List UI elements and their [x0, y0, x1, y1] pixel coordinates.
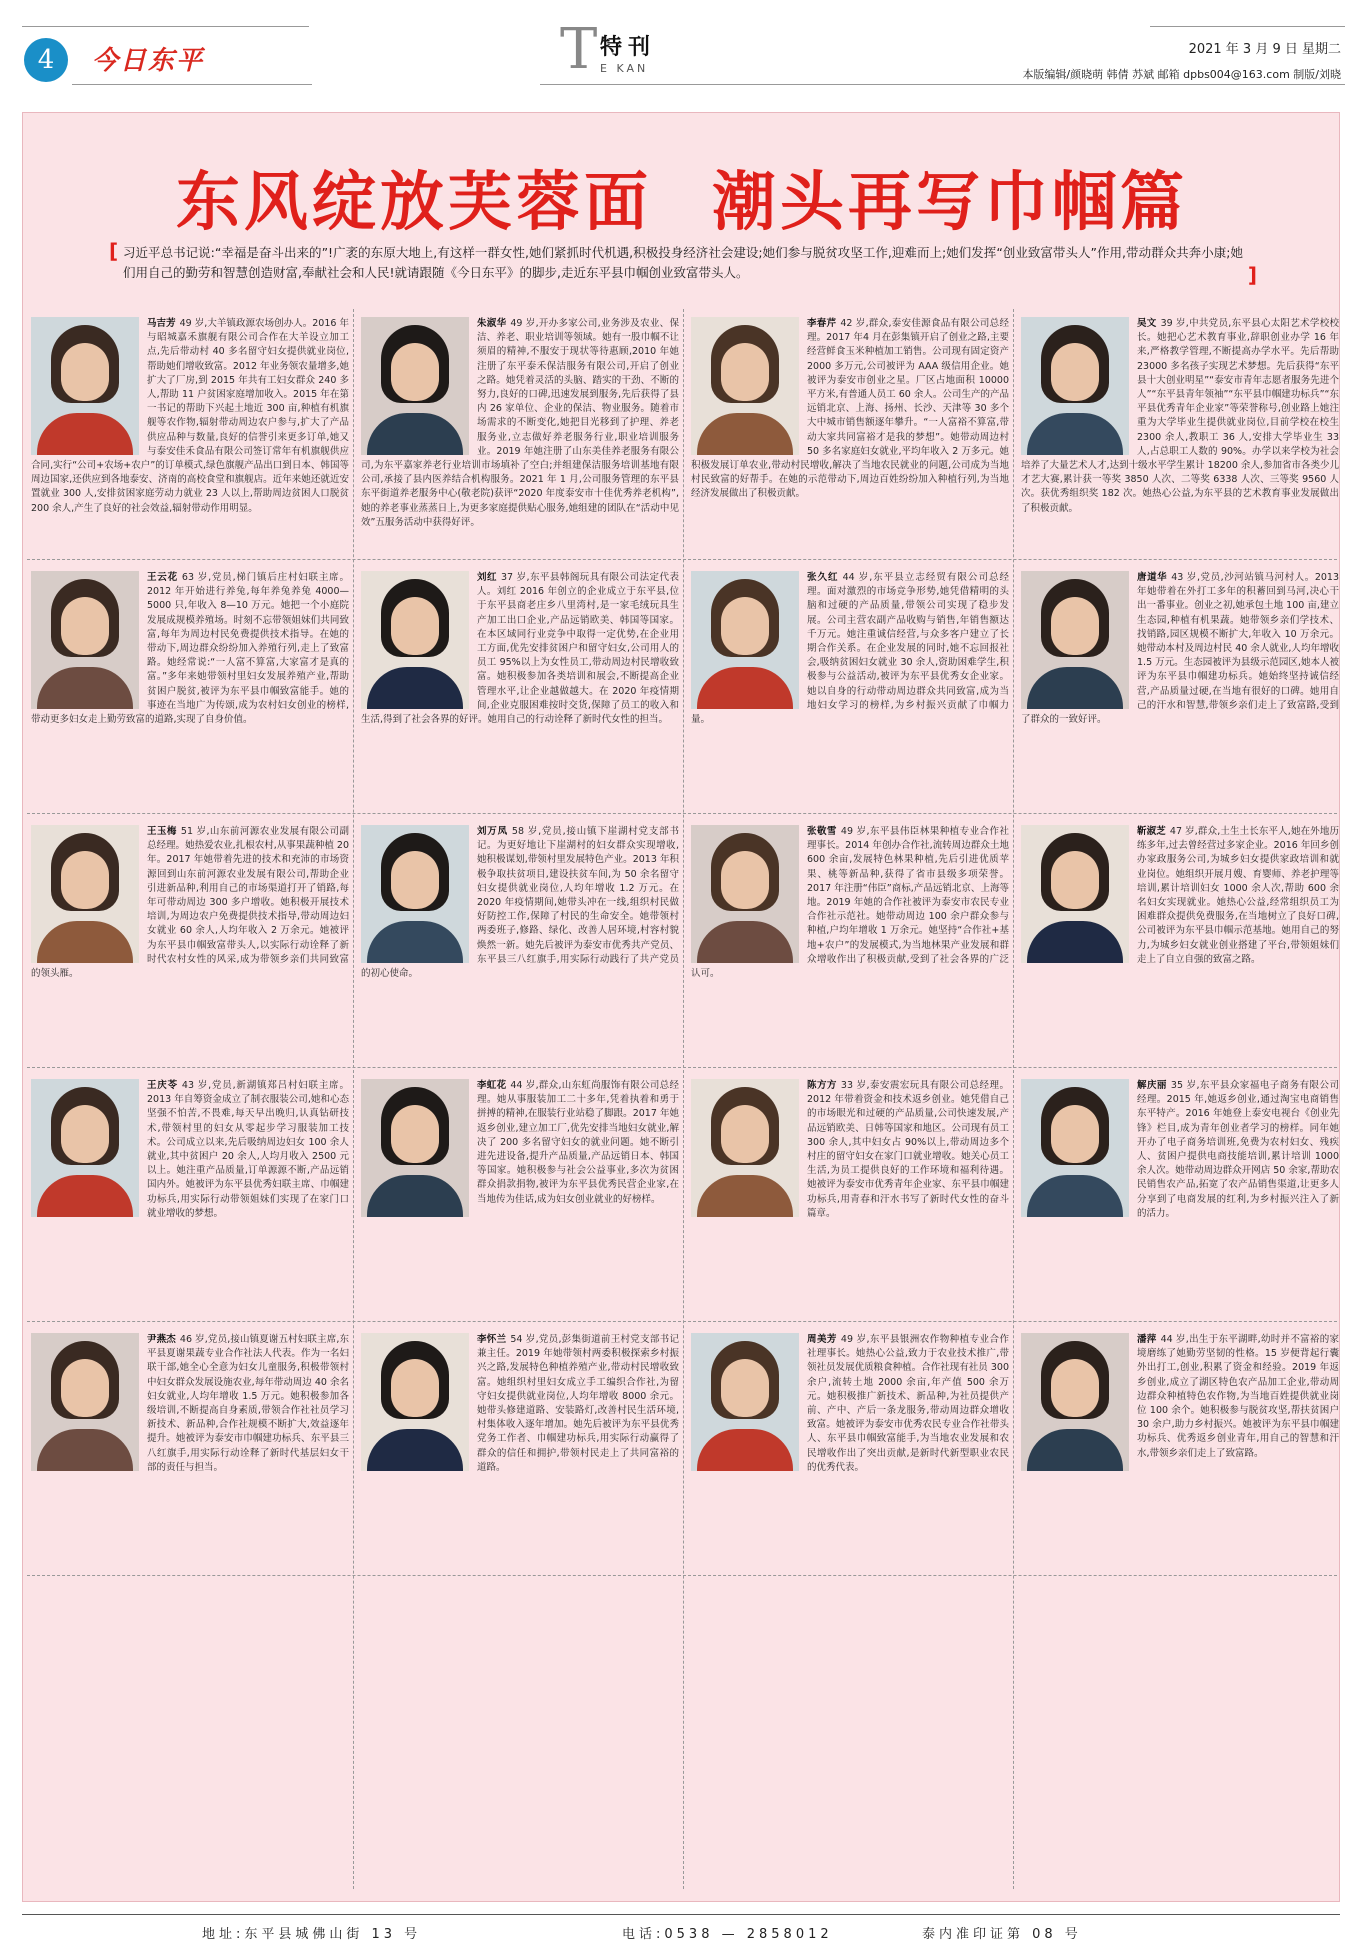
row-divider — [27, 559, 1337, 560]
header-rule-left — [22, 26, 309, 27]
portrait-face — [61, 343, 109, 401]
feature-panel — [22, 112, 1340, 1902]
profile-card — [691, 571, 1009, 803]
profile-name: 刘万凤 — [477, 826, 508, 837]
profile-name: 唐道华 — [1137, 572, 1168, 583]
portrait-clothing — [37, 1429, 133, 1471]
portrait-clothing — [37, 1175, 133, 1217]
paper-name-logo: 今日东平 — [92, 46, 205, 76]
portrait-clothing — [697, 413, 793, 455]
portrait-clothing — [367, 667, 463, 709]
profile-card — [361, 1079, 679, 1311]
profile-text: 46 岁,党员,接山镇夏谢五村妇联主席,东平县夏谢果蔬专业合作社法人代表。作为一名妇联干部,她全心全意为妇女儿童服务,积极带领村中妇女群众发展设施农业,每年带动周边 40 余名妇女就业,人均年增收 1.5 万元。她积极参加各级培训,不断提高自身素质,带领合作社社员学习新技术、新品种,合作社规模不断扩大,效益逐年提升。她被评为泰安市巾帼建功标兵、东平县三八红旗手,用实际行动诠释了新时代基层妇女干部的责任与担当。 — [147, 1334, 349, 1473]
profile-text: 54 岁,党员,彭集街道前王村党支部书记兼主任。2019 年她带领村两委积极探索乡村振兴之路,发展特色种植养殖产业,带动村民增收致富。她组织村里妇女成立手工编织合作社,为留守妇女提供就业岗位,人均年增收 8000 余元。她带头修建道路、安装路灯,改善村民生活环境,村集体收入逐年增加。她先后被评为东平县优秀党务工作者、巾帼建功标兵,用实际行动赢得了群众的信任和拥护,带领村民走上了共同富裕的道路。 — [477, 1334, 679, 1473]
portrait-clothing — [1027, 1175, 1123, 1217]
portrait-clothing — [367, 921, 463, 963]
portrait-photo — [1021, 1333, 1129, 1471]
profile-card — [691, 1333, 1009, 1565]
portrait-photo — [691, 571, 799, 709]
portrait-face — [61, 851, 109, 909]
footer-phone: 电话:0538 — 2858012 — [622, 1927, 833, 1942]
profile-name: 王云花 — [147, 572, 178, 583]
profile-text: 58 岁,党员,接山镇下崖湖村党支部书记。为更好地让下崖湖村的妇女群众实现增收,她积极谋划,带领村里发展特色产业。2013 年积极争取扶贫项目,建设扶贫车间,为 50 余名留守妇女提供就业岗位,人均年增收 1.2 万元。在 2020 年疫情期间,她带头冲在一线,组织村民做好防控工作,保障了村民的生命安全。她带领村两委班子,修路、绿化、改善人居环境,村容村貌焕然一新。她先后被评为泰安市优秀共产党员、东平县三八红旗手,用实际行动践行了共产党员的初心使命。 — [361, 826, 679, 980]
portrait-face — [721, 1105, 769, 1163]
row-divider — [27, 1067, 1337, 1068]
profile-card — [1021, 1333, 1339, 1565]
profile-text: 39 岁,中共党员,东平县心太阳艺术学校校长。她把心艺术教育事业,辞职创业办学 16 年来,严格教学管理,不断提高办学水平。先后帮助 23000 多名孩子实现艺术梦想。先后获得“东平县十大创业明星”“泰安市青年志愿者服务先进个人”“东平县青年领袖”“东平县巾帼建功标兵”“东平县优秀青年企业家”等荣誉称号,创业路上她注重为大学毕业生提供就业岗位,目前学校在校生 2300 余人,教职工 36 人,安排大学毕业生 33 人,占总职工人数的 90%。办学以来学校为社会培养了大量艺术人才,达到十级水平学生累计 18200 余人,参加省市各类少儿才艺大赛,累计获一等奖 3850 人次、二等奖 6338 人次、三等奖 9560 人次。获优秀组织奖 182 次。她热心公益,为东平县的艺术教育事业发展做出了积极贡献。 — [1021, 318, 1339, 514]
portrait-photo — [691, 1333, 799, 1471]
profile-card — [361, 571, 679, 803]
section-title: 特刊 — [600, 35, 657, 60]
section-subtitle: E KAN — [600, 62, 649, 75]
portrait-face — [721, 1359, 769, 1417]
profile-name: 靳淑芝 — [1137, 826, 1166, 837]
row-divider — [27, 813, 1337, 814]
page-number: 4 — [24, 38, 68, 82]
portrait-face — [721, 851, 769, 909]
portrait-clothing — [1027, 667, 1123, 709]
portrait-clothing — [697, 667, 793, 709]
portrait-photo — [361, 317, 469, 455]
profile-text: 44 岁,群众,山东虹尚服饰有限公司总经理。她从事服装加工二十多年,凭着执着和勇于拼搏的精神,在服装行业站稳了脚跟。2017 年她返乡创业,建立加工厂,优先安排当地妇女就业,解决了 200 多名留守妇女的就业问题。她不断引进先进设备,提升产品质量,产品远销日本、韩国等国家。她积极参与社会公益事业,多次为贫困群众捐款捐物,被评为东平县优秀民营企业家,在当地传为佳话,成为妇女创业就业的好榜样。 — [477, 1080, 679, 1205]
footer-address: 地址:东平县城佛山街 13 号 — [202, 1927, 422, 1942]
portrait-face — [1051, 1105, 1099, 1163]
portrait-photo — [1021, 1079, 1129, 1217]
profile-text: 33 岁,泰安震宏玩具有限公司总经理。2012 年带着资金和技术返乡创业。她凭借自己的市场眼光和过硬的产品质量,公司快速发展,产品远销欧美、日韩等国家和地区。公司现有员工 300 余人,其中妇女占 90%以上,带动周边多个村庄的留守妇女在家门口就业增收。她关心员工生活,为员工提供良好的工作环境和福利待遇。她被评为泰安市优秀青年企业家、东平县巾帼建功标兵,用青春和汗水书写了新时代女性的奋斗篇章。 — [807, 1080, 1009, 1219]
portrait-clothing — [367, 1175, 463, 1217]
profile-text: 49 岁,东平县银洲农作物种植专业合作社理事长。她热心公益,致力于农业技术推广,带领社员发展优质粮食种植。合作社现有社员 300 余户,流转土地 2000 余亩,年产值 500 余万元。她积极推广新技术、新品种,为社员提供产前、产中、产后一条龙服务,带动周边群众增收致富。她被评为泰安市优秀农民专业合作社带头人、东平县巾帼致富能手,为当地农业发展和农民增收作出了突出贡献,是新时代新型职业农民的优秀代表。 — [807, 1334, 1009, 1473]
row-divider — [27, 1321, 1337, 1322]
header-rule-bottom — [540, 84, 1345, 85]
profile-name: 王庆苓 — [147, 1080, 178, 1091]
profile-card — [31, 317, 349, 549]
portrait-clothing — [37, 413, 133, 455]
row-divider — [27, 1575, 1337, 1576]
portrait-face — [1051, 851, 1099, 909]
portrait-photo — [691, 317, 799, 455]
portrait-clothing — [697, 1175, 793, 1217]
portrait-face — [391, 597, 439, 655]
profile-text: 42 岁,群众,泰安佳源食品有限公司总经理。2017 年4 月在彭集镇开启了创业之路,主要经营鲜食玉米种植加工销售。公司现有固定资产 2000 多万元,公司被评为 AAA 级信用企业。她被评为泰安市创业之星。厂区占地面积 10000 平方米,有普通人员工 60 余人。公司生产的产品远销北京、上海、扬州、长沙、天津等 30 多个大中城市销售额逐年攀升。“一人富裕不算富,带动大家共同富裕才是我的梦想”。她带动周边村 50 多名家庭妇女就业,平均年收入 2 万多元。她积极发展订单农业,带动村民增收,解决了当地农民就业的问题,公司成为当地村民致富的好帮手。在她的示范带动下,周边百姓纷纷加入种植行列,为当地经济发展做出了积极贡献。 — [691, 318, 1009, 500]
portrait-photo — [31, 571, 139, 709]
main-headline — [23, 151, 1341, 243]
portrait-clothing — [1027, 413, 1123, 455]
editor-credits: 本版编辑/颜晓萌 韩倩 苏斌 邮箱 dpbs004@163.com 制版/刘晓 — [1022, 68, 1341, 81]
portrait-photo — [1021, 825, 1129, 963]
portrait-clothing — [697, 1429, 793, 1471]
portrait-photo — [361, 825, 469, 963]
profile-text: 51 岁,山东前河源农业发展有限公司副总经理。她热爱农业,扎根农村,从事果蔬种植 20 年。2017 年她带着先进的技术和充沛的市场资源回到山东前河源农业发展有限公司,帮助企业引进新品种,利用自己的市场渠道打开了销路,每年可带动周边 300 多户增收。她积极开展技术培训,为周边农户免费提供技术指导,带动周边妇女就业 60 余人,人均年收入 2 万余元。她被评为东平县巾帼致富带头人,以实际行动诠释了新时代农村女性的风采,成为带领乡亲们共同致富的领头雁。 — [31, 826, 349, 980]
profile-text: 47 岁,群众,土生土长东平人,她在外地历练多年,过去曾经营过多家企业。2016 年回乡创办家政服务公司,为城乡妇女提供家政培训和就业岗位。她组织开展月嫂、育婴师、养老护理等培训,累计培训妇女 1000 余人次,帮助 600 余名妇女实现就业。她热心公益,经常组织员工为困难群众提供免费服务,在当地树立了良好口碑,公司被评为东平县巾帼示范基地。她用自己的努力,为城乡妇女就业创业搭建了平台,带领姐妹们走上了自立自强的致富之路。 — [1137, 826, 1339, 965]
portrait-photo — [31, 317, 139, 455]
profile-card — [361, 317, 679, 549]
portrait-clothing — [1027, 1429, 1123, 1471]
portrait-face — [721, 343, 769, 401]
portrait-face — [1051, 343, 1099, 401]
column-divider — [683, 309, 684, 1889]
profile-card — [691, 825, 1009, 1057]
portrait-photo — [691, 1079, 799, 1217]
portrait-face — [61, 1359, 109, 1417]
header-rule-right — [1150, 26, 1345, 27]
profile-card — [1021, 825, 1339, 1057]
profile-name: 王玉梅 — [147, 826, 177, 837]
profile-name: 朱淑华 — [477, 318, 507, 329]
profile-text: 49 岁,大羊镇政源农场创办人。2016 年与昭城嘉禾旗舰有限公司合作在大羊设立加工点,先后带动村 40 多名留守妇女提供就业岗位,帮助她们增收致富。2012 年业务领农量增多,她扩大了厂房,到 2015 年共有工妇女群众 240 多人,帮助 11 户贫困家庭增加收入。2015 年在第一书记的帮助下兴起土地近 300 亩,种植有机旗舰等农作物,辐射带动周边农户参与,扩大了产品供应品种与数量,良好的信誉引来更多订单,她又与泰安佳禾食品有限公司签订常年有机旗舰供应合同,实行“公司+农场+农户”的订单模式,绿色旗舰产品出口到日本、韩国等周边国家,还供应到各地泰安、济南的高校食堂和旗舰店。近年来她还就近安置就业 300 人,安排贫困家庭劳动力就业 23 人以上,帮助周边贫困人口脱贫 200 余人,产生了良好的社会效益,辐射带动作用明显。 — [31, 318, 349, 514]
portrait-clothing — [37, 921, 133, 963]
profile-card — [31, 825, 349, 1057]
profile-card — [691, 317, 1009, 549]
profile-card — [361, 1333, 679, 1565]
profile-card — [1021, 1079, 1339, 1311]
profile-name: 张久红 — [807, 572, 839, 583]
portrait-face — [61, 1105, 109, 1163]
headline-right: 潮头再写巾帼篇 — [712, 165, 1188, 240]
portrait-face — [61, 597, 109, 655]
portrait-face — [721, 597, 769, 655]
portrait-photo — [31, 1079, 139, 1217]
portrait-clothing — [697, 921, 793, 963]
portrait-photo — [361, 571, 469, 709]
portrait-clothing — [367, 413, 463, 455]
profile-name: 尹燕杰 — [147, 1334, 176, 1345]
profile-text: 49 岁,开办多家公司,业务涉及农业、保洁、养老、职业培训等领域。她有一股巾帼不让须眉的精神,不服安于现状等待惠顾,2010 年她注册了东平泰禾保洁服务有限公司,开启了创业之路。她凭着灵活的头脑、踏实的干劲、不断的努力,良好的口碑,迅速发展到服务,先后获得了县内 26 家单位、企业的保洁、物业服务。随着市场需求的不断变化,她把目光移到了护理、养老服务业,立志做好养老服务行业,职业培训服务业。2019 年她注册了山东美佳养老服务有限公司,为东平嘉家养老行业培训市场填补了空白;并组建保洁服务培训基地有限公司,承接了县内医养结合机构服务。2021 年 1 月,公司服务管理的东平县东平街道养老服务中心(敬老院)获评“2020 年度泰安市十佳优秀养老机构”,她的养老事业蒸蒸日上,为更多家庭提供贴心服务,她组建的团队在“活动中见效”五服务活动中获得好评。 — [361, 318, 679, 528]
portrait-clothing — [367, 1429, 463, 1471]
page-header — [0, 0, 1361, 112]
profile-name: 刘红 — [477, 572, 497, 583]
profile-text: 44 岁,出生于东平湖畔,幼时并不富裕的家境磨练了她勤劳坚韧的性格。15 岁便背起行囊外出打工,创业,积累了资金和经验。2019 年返乡创业,成立了湖区特色农产品加工企业,带动周边群众种植特色农作物,为当地百姓提供就业岗位 100 余个。她积极参与脱贫攻坚,帮扶贫困户 30 余户,助力乡村振兴。她被评为东平县巾帼建功标兵、优秀返乡创业青年,用自己的智慧和汗水,带领乡亲们走上了致富路。 — [1137, 1334, 1339, 1459]
profile-card — [31, 1333, 349, 1565]
portrait-face — [1051, 597, 1099, 655]
profile-name: 潘萍 — [1137, 1334, 1157, 1345]
portrait-photo — [361, 1333, 469, 1471]
profile-grid — [23, 309, 1341, 1899]
page-footer — [22, 1914, 1340, 1946]
portrait-photo — [31, 1333, 139, 1471]
portrait-face — [1051, 1359, 1099, 1417]
issue-date: 2021 年 3 月 9 日 星期二 — [1188, 42, 1341, 57]
portrait-face — [391, 851, 439, 909]
profile-card — [1021, 571, 1339, 803]
intro-paragraph: [ 习近平总书记说:“幸福是奋斗出来的”!广袤的东原大地上,有这样一群女性,她们紧抓时代机遇,积极投身经济社会建设;她们参与脱贫攻坚工作,迎难而上;她们发挥“创业致富带头人”作用,带动群众共奔小康;她们用自己的勤劳和智慧创造财富,奉献社会和人民!就请跟随《今日东平》的脚步,走近东平县巾帼创业致富带头人。 ] — [123, 243, 1243, 283]
profile-text: 35 岁,东平县众家福电子商务有限公司经理。2015 年,她返乡创业,通过淘宝电商销售东平特产。2016 年她登上泰安电视台《创业先锋》栏目,成为青年创业者学习的榜样。同年她开办了电子商务培训班,免费为农村妇女、残疾人、贫困户提供电商技能培训,累计培训 1000 余人次。她带动周边群众开网店 50 余家,帮助农民销售农产品,拓宽了农产品销售渠道,让更多人分享到了电商发展的红利,为乡村振兴注入了新的活力。 — [1137, 1080, 1339, 1219]
portrait-clothing — [1027, 921, 1123, 963]
profile-card — [1021, 317, 1339, 549]
profile-name: 周美芳 — [807, 1334, 837, 1345]
profile-name: 张敬雪 — [807, 826, 837, 837]
section-letter: T — [560, 17, 598, 82]
profile-name: 吴文 — [1137, 318, 1157, 329]
portrait-clothing — [37, 667, 133, 709]
profile-name: 解庆丽 — [1137, 1080, 1167, 1091]
profile-name: 李春芹 — [807, 318, 837, 329]
column-divider — [353, 309, 354, 1889]
profile-text: 43 岁,党员,新湖镇郑吕村妇联主席。2013 年自筹资金成立了制衣服装公司,她和心态坚强不怕苦,不畏难,每天早出晚归,认真钻研技术,带领村里的妇女从零起步学习服装加工技术。公司成立以来,先后吸纳周边妇女 100 余人就业,其中贫困户 20 余人,人均月收入 2500 元以上。她注重产品质量,订单源源不断,产品远销国内外。她被评为东平县优秀妇联主席、巾帼建功标兵,用实际行动带领姐妹们实现了在家门口就业增收的梦想。 — [147, 1080, 349, 1219]
portrait-photo — [31, 825, 139, 963]
portrait-photo — [1021, 571, 1129, 709]
profile-name: 马吉芳 — [147, 318, 176, 329]
profile-card — [361, 825, 679, 1057]
profile-text: 44 岁,东平县立志经贸有限公司总经理。面对激烈的市场竞争形势,她凭借精明的头脑和过硬的产品质量,带领公司实现了稳步发展。公司主营农副产品收购与销售,年销售额达千万元。她注重诚信经营,与众多客户建立了长期合作关系。在企业发展的同时,她不忘回报社会,吸纳贫困妇女就业 30 余人,资助困难学生,积极参与公益活动,被评为东平县优秀女企业家。她以自身的行动带动周边群众共同致富,成为当地妇女学习的榜样,为乡村振兴贡献了巾帼力量。 — [691, 572, 1009, 726]
profile-text: 43 岁,党员,沙河站镇马河村人。2013 年她带着在外打工多年的积蓄回到马河,决心干出一番事业。创业之初,她承包土地 100 亩,建立生态园,种植有机果蔬。她带领乡亲们学技术、找销路,园区规模不断扩大,年收入 10 万余元。她带动本村及周边村民 40 余人就业,人均年增收 1.5 万元。生态园被评为县级示范园区,她本人被评为东平县巾帼建功标兵。她始终坚持诚信经营,产品质量过硬,在当地有很好的口碑。她用自己的汗水和智慧,带领乡亲们走上了致富路,受到了群众的一致好评。 — [1021, 572, 1339, 726]
profile-name: 李虹花 — [477, 1080, 507, 1091]
profile-name: 陈方方 — [807, 1080, 837, 1091]
profile-name: 李怀兰 — [477, 1334, 507, 1345]
portrait-face — [391, 343, 439, 401]
profile-text: 49 岁,东平县伟臣林果种植专业合作社理事长。2014 年创办合作社,流转周边群众土地 600 余亩,发展特色林果种植,先后引进优质苹果、桃等新品种,获得了省市县级多项荣誉。2017 年注册“伟臣”商标,产品远销北京、上海等地。2019 年她的合作社被评为泰安市农民专业合作社示范社。她带动周边 100 余户群众参与种植,户均年增收 1 万余元。她坚持“合作社+基地+农户”的发展模式,为当地林果产业发展和群众增收作出了积极贡献,受到了社会各界的广泛认可。 — [691, 826, 1009, 980]
portrait-face — [391, 1359, 439, 1417]
portrait-photo — [361, 1079, 469, 1217]
profile-text: 37 岁,东平县韩阁玩具有限公司法定代表人。刘红 2016 年创立的企业成立于东平县,位于东平县商老庄乡八里湾村,是一家毛绒玩具生产加工出口企业,产品远销欧美、韩国等国家。在本区域同行业竞争中取得一定优势,在企业用工方面,优先安排贫困户和留守妇女,公司用人的员工 95%以上为女性员工,带动周边村民增收致富。她积极参加各类培训和展会,不断提高企业管理水平,让企业越做越大。在 2020 年疫情期间,企业克服困难按时交货,保障了员工的收入和生活,得到了社会各界的好评。她用自己的行动诠释了新时代女性的担当。 — [361, 572, 679, 726]
profile-card — [691, 1079, 1009, 1311]
column-divider — [1013, 309, 1014, 1889]
header-rule-under-logo — [72, 84, 312, 85]
headline-left: 东风绽放芙蓉面 — [176, 165, 652, 240]
portrait-photo — [1021, 317, 1129, 455]
profile-card — [31, 571, 349, 803]
portrait-face — [391, 1105, 439, 1163]
footer-license: 泰内准印证第 08 号 — [922, 1927, 1082, 1942]
profile-text: 63 岁,党员,梯门镇后庄村妇联主席。2012 年开始进行养兔,每年养兔养兔 4000—5000 只,年收入 8—10 万元。她把一个小庭院发展成规模养殖场。时刻不忘带领姐妹们共同致富,每年为周边村民免费提供技术指导。在她的带动下,周边群众纷纷加入养殖行列,走上了致富路。她经常说:“一人富不算富,大家富才是真的富。”多年来她带领村里妇女发展养殖产业,帮助贫困户脱贫,被评为东平县巾帼致富能手。她的事迹在当地广为传颂,成为农村妇女创业的榜样,带动更多妇女走上勤劳致富的道路,实现了自身价值。 — [31, 572, 349, 726]
profile-card — [31, 1079, 349, 1311]
portrait-photo — [691, 825, 799, 963]
